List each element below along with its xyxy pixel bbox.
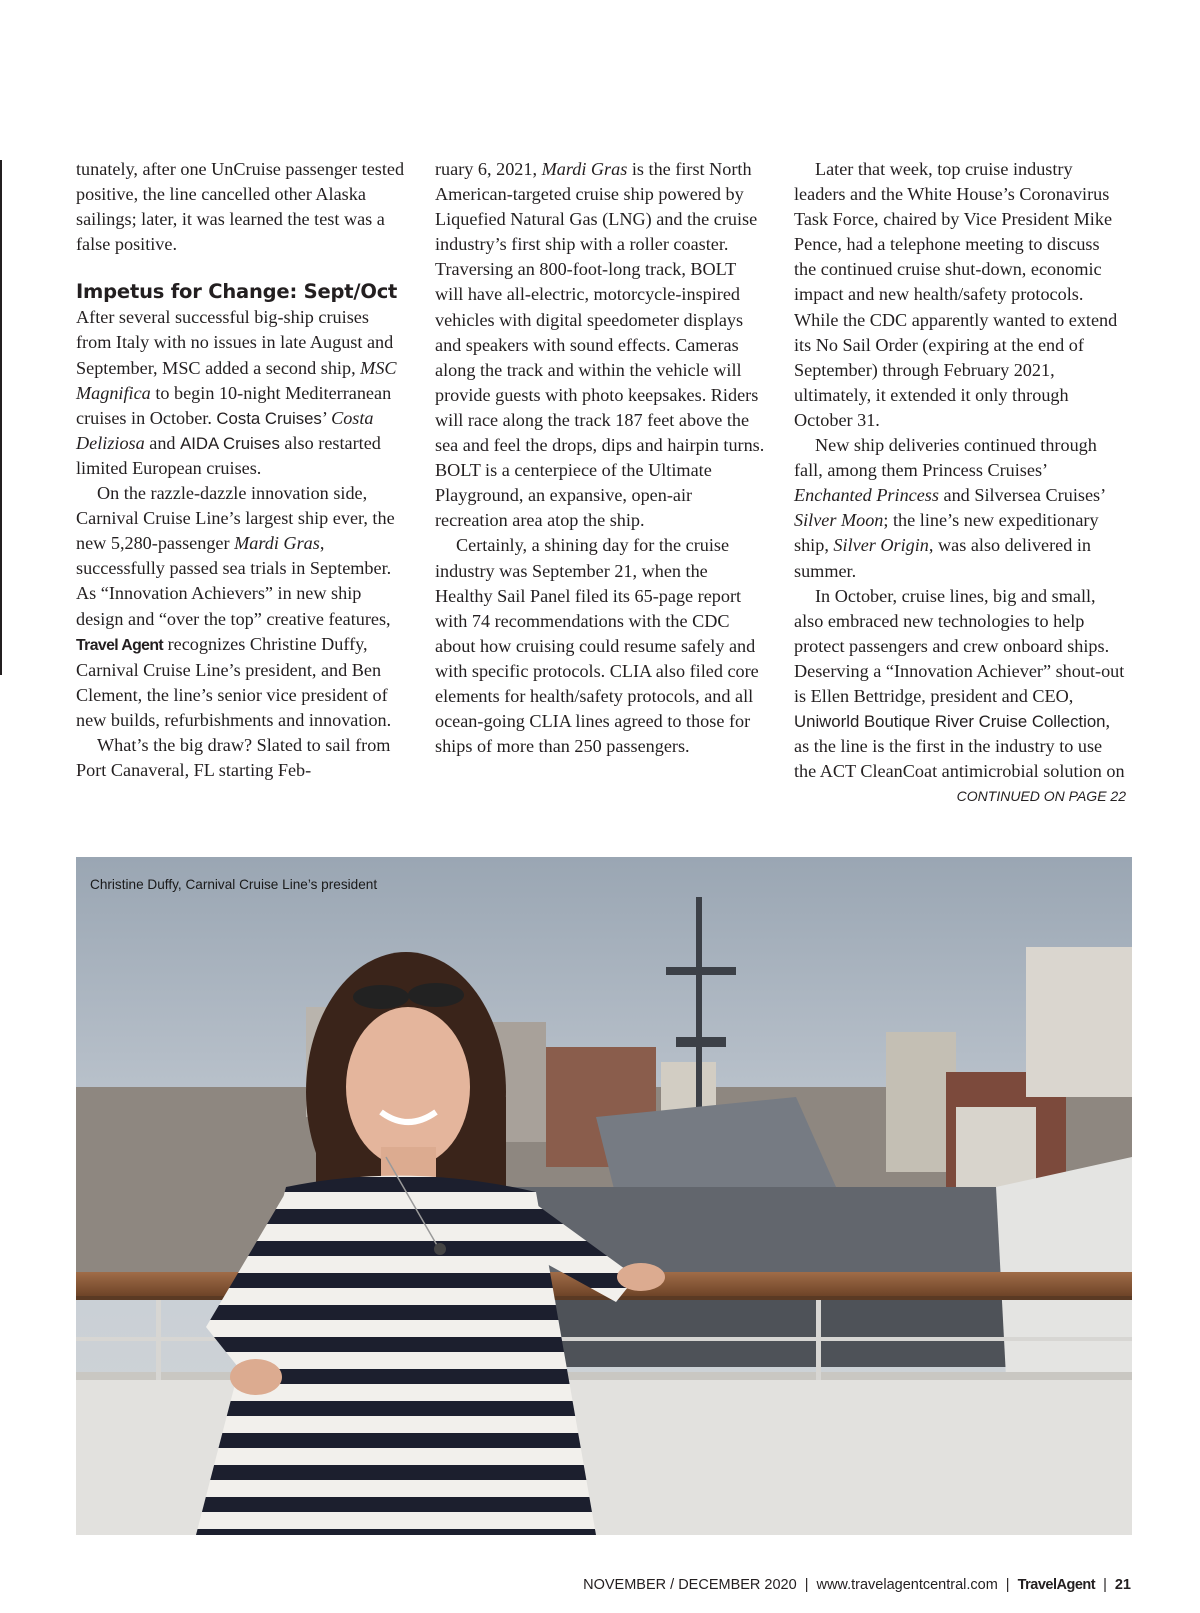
paragraph: What’s the big draw? Slated to sail from Port Canaveral, FL starting Feb- (76, 734, 391, 781)
ship-name: Silver Moon (794, 510, 884, 531)
ship-name: Mardi Gras (541, 159, 628, 179)
footer-separator: | (1005, 1577, 1010, 1593)
brand-name: Uniworld Boutique River Cruise Collection (794, 712, 1106, 732)
paragraph: tunately, after one UnCruise passenger tested positive, the line cancelled other Alaska sailings; later, it was learned the test was a false positive. (76, 159, 405, 255)
ship-name: Mardi Gras (234, 533, 320, 554)
paragraph: Certainly, a shining day for the cruise industry was September 21, when the Healthy Sail Panel filed its 65-page report with 74 recommendations with the CDC about how cruising could resume safely and with specific protocols. CLIA also filed core elements for health/safety protocols, and all ocean-going CLIA lines agreed to those for ships of more than 250 passengers. (435, 535, 759, 757)
page-number: 21 (1114, 1577, 1131, 1593)
brand-name: Costa Cruises (216, 408, 322, 428)
magazine-name: Travel Agent (76, 636, 164, 654)
paragraph: New ship deliveries continued through fall, among them Princess Cruises’ Enchanted Princess and Silversea Cruises’ Silver Moon; the line’s new expeditionary ship, Silver Origin, was also delivered in summer. (794, 435, 1105, 581)
footer-separator: | (1103, 1577, 1107, 1593)
photo-illustration (76, 857, 1132, 1535)
section-heading: Impetus for Change: Sept/Oct (76, 280, 398, 304)
issue-date: NOVEMBER / DECEMBER 2020 (583, 1577, 797, 1593)
ship-name: Enchanted Princess (794, 485, 939, 506)
page-footer (583, 1577, 1131, 1593)
ship-name: Silver Origin (833, 535, 929, 556)
ship-name: MSC Magnifica (76, 357, 397, 403)
magazine-logo: TravelAgent (1017, 1577, 1096, 1593)
article-photo (76, 857, 1132, 1535)
ship-name: Costa Deliziosa (76, 407, 374, 453)
article-column-3 (794, 157, 1126, 808)
paragraph: On the razzle-dazzle innovation side, Carnival Cruise Line’s largest ship ever, the new 5,280-passenger Mardi Gras, successfully passed sea trials in September. As “Innovation Achievers” in new ship design and “over the top” creative features, Travel Agent recognizes Christine Duffy, Carnival Cruise Line’s president, and Ben Clement, the line’s senior vice president of new builds, refurbishments and innovation. (76, 483, 395, 730)
photo-caption: Christine Duffy, Carnival Cruise Line’s president (90, 877, 378, 892)
paragraph: ruary 6, 2021, Mardi Gras is the first North American-targeted cruise ship powered by Liquefied Natural Gas (LNG) and the cruise industry’s first ship with a roller coaster. Traversing an 800-foot-long track, BOLT will have all-electric, motorcycle-inspired vehicles with digital speedometer displays and speakers with sound effects. Cameras along the track and within the vehicle will provide guests with photo keepsakes. Riders will race along the track 187 feet above the sea and feel the drops, dips and hairpin turns. BOLT is a centerpiece of the Ultimate Playground, an expansive, open-air recreation area atop the ship. (435, 159, 765, 531)
continued-note: CONTINUED ON PAGE 22 (956, 788, 1126, 805)
article-column-2 (435, 157, 767, 759)
paragraph: In October, cruise lines, big and small, also embraced new technologies to help protect passengers and crew onboard ships. Deserving a “Innovation Achiever” shout-out is Ellen Bettridge, president and CEO, Uniworld Boutique River Cruise Collection, as the line is the first in the industry to use the ACT CleanCoat antimicrobial solution on (794, 585, 1125, 782)
margin-rule (0, 160, 2, 675)
article-column-1 (76, 157, 408, 783)
paragraph: Later that week, top cruise industry leaders and the White House’s Coronavirus Task Force, chaired by Vice President Mike Pence, had a telephone meeting to discuss the continued cruise shut-down, economic impact and new health/safety protocols. While the CDC apparently wanted to extend its No Sail Order (expiring at the end of September) through February 2021, ultimately, it extended it only through October 31. (794, 159, 1118, 430)
website-link[interactable]: www.travelagentcentral.com (816, 1577, 998, 1593)
brand-name: AIDA Cruises (180, 433, 280, 453)
footer-separator: | (804, 1577, 809, 1593)
paragraph: After several successful big-ship cruises from Italy with no issues in late August and September, MSC added a second ship, MSC Magnifica to begin 10-night Mediterranean cruises in October. Costa Cruises’ Costa Deliziosa and AIDA Cruises also restarted limited European cruises. (76, 307, 397, 478)
